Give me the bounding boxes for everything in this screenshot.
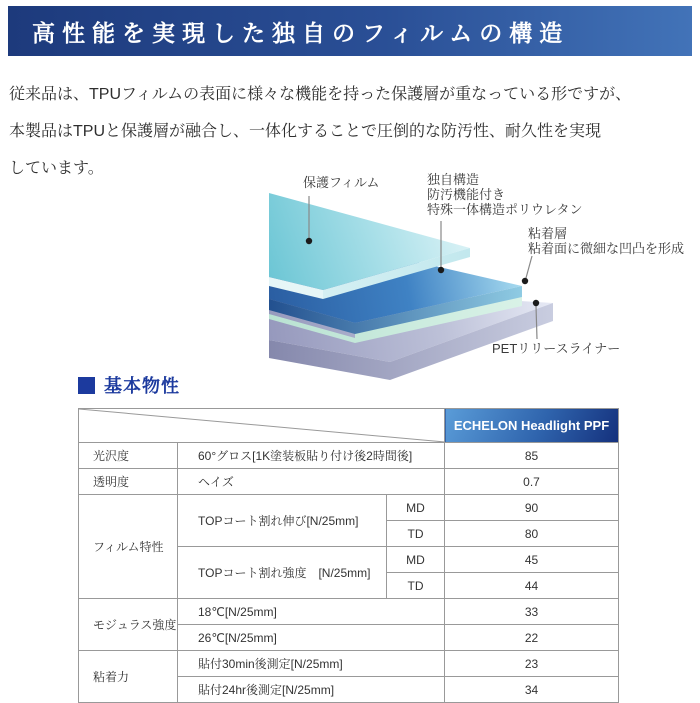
category-cell: フィルム特性 <box>79 495 178 599</box>
direction-cell: MD <box>387 495 445 521</box>
table-row <box>79 599 619 625</box>
label-protective-film: 保護フィルム <box>303 175 380 190</box>
direction-cell: TD <box>387 573 445 599</box>
section-title: 基本物性 <box>104 376 180 396</box>
label-line: 粘着層 <box>528 226 568 241</box>
test-cell: TOPコート割れ強度 [N/25mm] <box>178 547 387 599</box>
test-cell: 26℃[N/25mm] <box>178 625 445 651</box>
value-cell: 0.7 <box>445 469 619 495</box>
value-cell: 22 <box>445 625 619 651</box>
test-cell: TOPコート割れ伸び[N/25mm] <box>178 495 387 547</box>
test-cell: ヘイズ <box>178 469 445 495</box>
table-row <box>79 495 619 521</box>
table-row <box>79 443 619 469</box>
category-cell: 光沢度 <box>79 443 178 469</box>
direction-cell: MD <box>387 547 445 573</box>
table-row <box>79 651 619 677</box>
value-cell: 45 <box>445 547 619 573</box>
value-cell: 85 <box>445 443 619 469</box>
test-cell: 18℃[N/25mm] <box>178 599 445 625</box>
intro-line: 従来品は、TPUフィルムの表面に様々な機能を持った保護層が重なっている形ですが、 <box>9 86 632 103</box>
value-cell: 34 <box>445 677 619 703</box>
header-empty-cell <box>79 409 445 443</box>
section-heading <box>78 372 180 398</box>
label-line: 独自構造 <box>427 172 480 187</box>
basic-properties-table <box>78 408 619 703</box>
table-header-row <box>79 409 619 443</box>
film-structure-diagram <box>0 165 700 370</box>
label-line: 粘着面に微細な凹凸を形成 <box>528 241 685 256</box>
section-marker-icon <box>78 377 95 394</box>
category-cell: モジュラス強度 <box>79 599 178 651</box>
direction-cell: TD <box>387 521 445 547</box>
category-cell: 透明度 <box>79 469 178 495</box>
test-cell: 貼付24hr後測定[N/25mm] <box>178 677 445 703</box>
category-cell: 粘着力 <box>79 651 178 703</box>
value-cell: 44 <box>445 573 619 599</box>
value-cell: 33 <box>445 599 619 625</box>
test-cell: 60°グロス[1K塗装板貼り付け後2時間後] <box>178 443 445 469</box>
value-cell: 90 <box>445 495 619 521</box>
test-cell: 貼付30min後測定[N/25mm] <box>178 651 445 677</box>
diagonal-divider <box>79 409 445 442</box>
table-row <box>79 469 619 495</box>
label-pet-liner: PETリリースライナー <box>492 341 621 356</box>
label-line: 特殊一体構造ポリウレタン <box>427 202 583 217</box>
value-cell: 80 <box>445 521 619 547</box>
intro-line: しています。 <box>9 160 104 177</box>
label-unique-structure <box>427 172 582 217</box>
intro-line: 本製品はTPUと保護層が融合し、一体化することで圧倒的な防汚性、耐久性を実現 <box>9 123 602 140</box>
product-header-cell: ECHELON Headlight PPF <box>445 409 619 443</box>
label-line: 防汚機能付き <box>427 187 506 202</box>
title-banner <box>8 6 692 56</box>
label-adhesive-layer <box>528 226 684 256</box>
page-title: 高性能を実現した独自のフィルムの構造 <box>32 20 570 46</box>
value-cell: 23 <box>445 651 619 677</box>
